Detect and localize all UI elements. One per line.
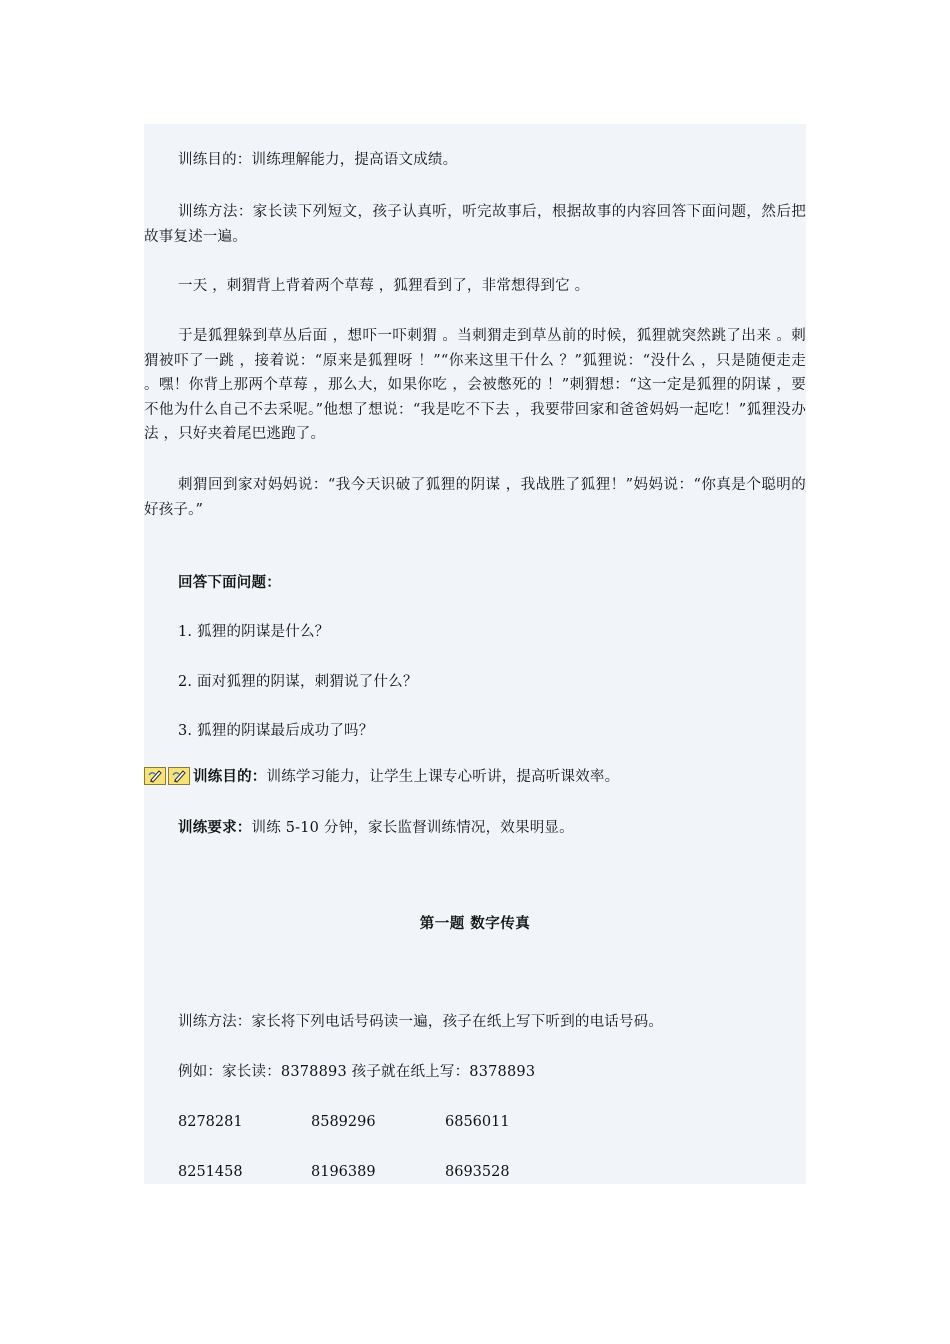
phone-number: 8251458 [178, 1164, 243, 1180]
pencil-note-icon [144, 767, 166, 785]
question-item: 1. 狐狸的阴谋是什么？ [178, 624, 330, 640]
intro-purpose: 训练目的：训练理解能力，提高语文成绩。 [178, 152, 458, 168]
phone-number: 8589296 [311, 1114, 376, 1130]
section-method: 训练方法：家长将下列电话号码读一遍，孩子在纸上写下听到的电话号码。 [178, 1014, 664, 1030]
story-paragraph-1: 一天 ，刺猬背上背着两个草莓 ，狐狸看到了，非常想得到它 。 [178, 278, 590, 294]
intro-method: 训练方法：家长读下列短文，孩子认真听，听完故事后，根据故事的内容回答下面问题，然后把故事复述一遍。 [144, 204, 806, 245]
phone-number: 8693528 [445, 1164, 510, 1180]
phone-number: 6856011 [445, 1114, 510, 1130]
story-paragraph-2: 于是狐狸躲到草丛后面 ，想吓一吓刺猬 。当刺猬走到草丛前的时候，狐狸就突然跳了出来 。刺猬被吓了一跳 ，接着说：“原来是狐狸呀 ！”“你来这里干什么 ？”狐狸说：“没什么 ，只是随便走走 。嘿！你背上那两个草莓 ，那么大，如果你吃 ，会被憋死的 ！”刺猬想：“这一定是狐狸的阴谋 ，要不他为什么自己不去采呢。”他想了想说：“我是吃不下去 ，我要带回家和爸爸妈妈一起吃！”狐狸没办法 ，只好夹着尾巴逃跑了。 [144, 328, 806, 442]
training-purpose-text: 训练学习能力，让学生上课专心听讲，提高听课效率。 [266, 769, 620, 785]
training-requirement-label: 训练要求： [178, 819, 252, 836]
phone-number: 8278281 [178, 1114, 243, 1130]
questions-heading: 回答下面问题： [178, 574, 281, 591]
training-requirement-text: 训练 5-10 分钟，家长监督训练情况，效果明显。 [251, 820, 574, 836]
phone-number: 8196389 [311, 1164, 376, 1180]
icon-group [144, 767, 192, 786]
section-title: 第一题 数字传真 [419, 915, 531, 932]
story-paragraph-3: 刺猬回到家对妈妈说：“我今天识破了狐狸的阴谋 ，我战胜了狐狸！”妈妈说：“你真是个聪明的好孩子。” [144, 477, 806, 518]
pencil-note-icon [168, 767, 190, 785]
training-requirement [178, 816, 574, 841]
question-item: 2. 面对狐狸的阴谋，刺猬说了什么？ [178, 674, 418, 690]
section-example: 例如：家长读：8378893 孩子就在纸上写：8378893 [178, 1064, 536, 1080]
training-purpose-label: 训练目的： [193, 768, 267, 785]
question-item: 3. 狐狸的阴谋最后成功了吗？ [178, 723, 374, 739]
training-purpose [193, 765, 619, 790]
